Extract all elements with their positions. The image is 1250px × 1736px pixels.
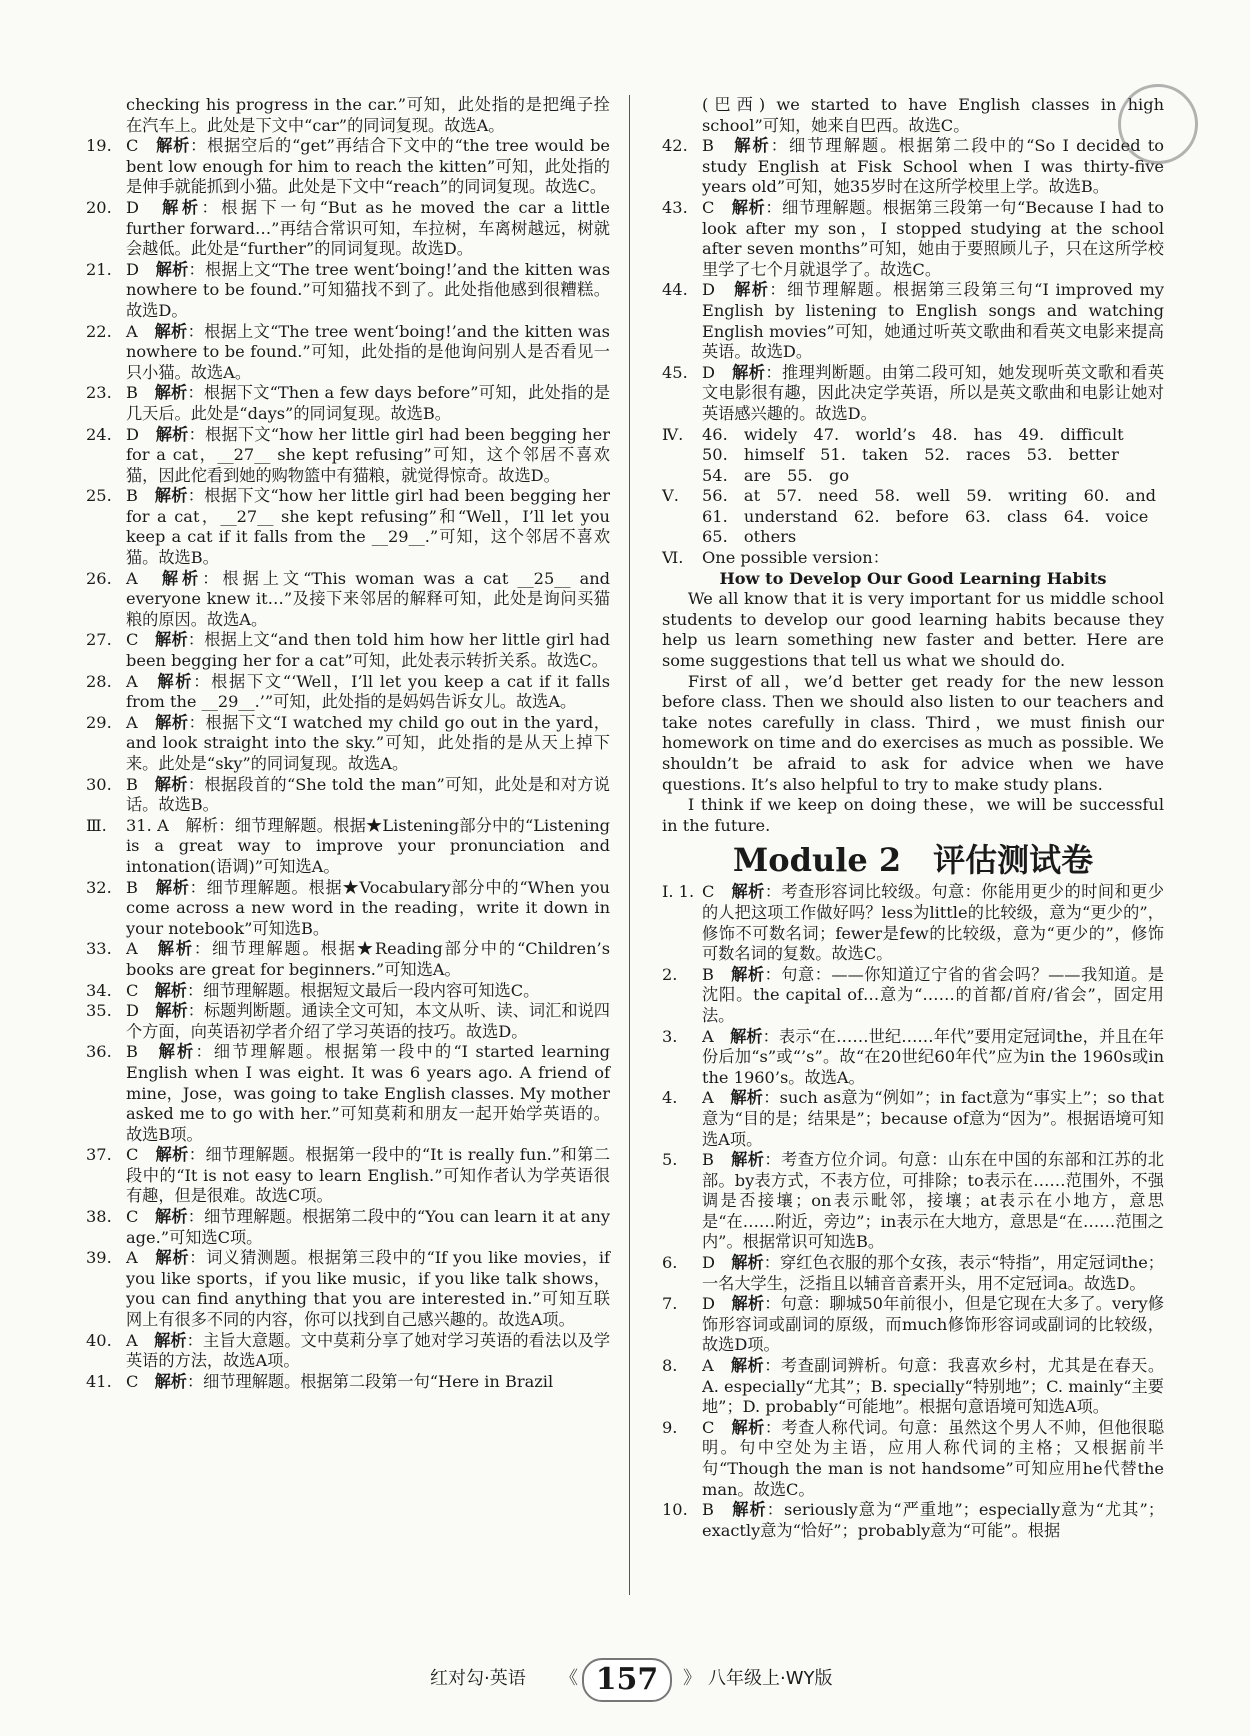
- answer-letter: A: [126, 939, 138, 959]
- page-number: 157: [582, 1658, 672, 1702]
- question-number: 8.: [662, 1356, 678, 1376]
- analysis-label: 解析: [734, 280, 770, 300]
- answer-body: [126, 630, 610, 671]
- essay-paragraph: I think if we keep on doing these，we will be successful in the future.: [662, 795, 1164, 835]
- question-number: 28.: [86, 671, 112, 691]
- continued-text: checking his progress in the car.”可知，此处指的是把绳子拴在汽车上。此处是下文中“car”的同词复现。故选A。: [126, 95, 610, 135]
- analysis-label: 解析: [731, 1253, 764, 1273]
- answer-letter: A: [126, 1330, 138, 1350]
- answer-text: 31. A 解析：细节理解题。根据★Listening部分中的“Listening is a great way to improve your pronunciation and intonation(语调)”可知选A。: [126, 815, 610, 876]
- section-iv-number: Ⅳ.: [662, 424, 684, 444]
- answer-item: [86, 775, 610, 816]
- analysis-text: ：such as意为“例如”；in fact意为“事实上”；so that意为“目的是；结果是”；because of意为“因为”。根据语境可知选A项。: [702, 1088, 1165, 1149]
- analysis-label: 解析: [155, 424, 189, 444]
- question-number: 4.: [662, 1088, 678, 1108]
- answer-body: [126, 1248, 610, 1330]
- answer-body: [702, 1253, 1164, 1294]
- question-number: 10.: [662, 1500, 688, 1520]
- analysis-text: ：细节理解题。根据第二段第一句“Here in Brazil: [186, 1371, 554, 1391]
- question-number: 6.: [662, 1253, 678, 1273]
- answer-letter: D: [126, 259, 139, 279]
- question-number: 40.: [86, 1330, 112, 1350]
- answer-body: [702, 1418, 1164, 1500]
- analysis-text: ：根据下文“Then a few days before”可知，此处指的是几天后。此处是“days”的同词复现。故选B。: [126, 383, 611, 423]
- answer-letter: B: [126, 774, 138, 794]
- answer-item: [86, 1001, 610, 1042]
- analysis-label: 解析: [731, 1294, 765, 1314]
- answer-item: [86, 1248, 610, 1330]
- answer-line: 50. himself 51. taken 52. races 53. better: [702, 445, 1119, 465]
- analysis-text: ：根据下文“how her little girl had been begging her for a cat，__27__ she kept refusing”和“Well，I’ll let you keep a cat if it falls from the __29__.”可知，这个邻居不喜欢猫。故选B。: [126, 486, 611, 568]
- answer-letter: B: [126, 486, 138, 506]
- answer-item: [86, 1372, 610, 1393]
- answer-letter: C: [702, 1417, 715, 1437]
- answer-item: [662, 1356, 1164, 1418]
- answer-item: [662, 1088, 1164, 1150]
- analysis-text: ：标题判断题。通读全文可知，本文从听、读、词汇和说四个方面，向英语初学者介绍了学习英语的技巧。故选D。: [126, 1001, 610, 1041]
- answer-line: 65. others: [702, 527, 797, 547]
- answer-body: [702, 1294, 1164, 1356]
- analysis-label: 解析: [154, 1330, 187, 1350]
- answer-body: [126, 1331, 610, 1372]
- module-title: Module 2 评估测试卷: [732, 841, 1094, 880]
- answer-letter: B: [126, 383, 138, 403]
- question-number: 25.: [86, 486, 112, 506]
- footer-right-arrow: 》: [683, 1668, 701, 1689]
- question-number: 23.: [86, 383, 112, 403]
- analysis-text: ：根据下文“I watched my child go out in the yard，and look straight into the sky.”可知，此处指的是从天上掉下来。此处是“sky”的同词复现。故选A。: [126, 712, 610, 773]
- question-number: 32.: [86, 877, 112, 897]
- answer-item: [86, 425, 610, 487]
- section-iv-answers: [702, 425, 1164, 487]
- answer-letter: C: [126, 630, 139, 650]
- question-number: 27.: [86, 630, 112, 650]
- analysis-text: ：根据下一句“But as he moved the car a little further forward…”再结合常识可知，车拉树，车离树越远，树就会越低。此处是“further”的同词复现。故选D。: [126, 197, 610, 259]
- analysis-text: ：细节理解题。根据第三段第三句“I improved my English by listening to English songs and watching English movies”可知，她通过听英文歌曲和看英文电影来提高英语。故选D。: [702, 280, 1165, 362]
- answer-item: [662, 1150, 1164, 1253]
- answer-letter: D: [126, 1001, 139, 1021]
- analysis-label: 解析: [154, 486, 188, 506]
- analysis-label: 解析: [731, 882, 765, 902]
- analysis-text: ：考查形容词比较级。句意：你能用更少的时间和更少的人把这项工作做好吗？less为little的比较级，意为“更少的”，修饰不可数名词；fewer是few的比较级，意为“更少的”，修饰可数名词的复数。故选C。: [702, 882, 1165, 964]
- analysis-label: 解析: [155, 1145, 189, 1165]
- answer-letter: B: [702, 1150, 714, 1170]
- answer-item: [662, 136, 1164, 198]
- analysis-text: ：考查人称代词。句意：虽然这个男人不帅，但他很聪明。句中空处为主语，应用人称代词的主格；又根据前半句“Though the man is not handsome”可知应用he代替the man。故选C。: [702, 1417, 1165, 1499]
- analysis-text: ：根据上文“The tree went‘boing!’and the kitten was nowhere to be found.”可知，此处指的是他询问别人是否看见一只小猫。故选A。: [126, 321, 610, 382]
- analysis-label: 解析: [732, 1500, 767, 1520]
- analysis-text: ：考查副词辨析。句意：我喜欢乡村，尤其是在春天。A. especially“尤其”；B. specially“特别地”；C. mainly“主要地”；D. probably“可能地”。根据句意语境可知选A项。: [702, 1356, 1165, 1417]
- answer-letter: A: [702, 1026, 714, 1046]
- answer-body: [126, 1145, 610, 1207]
- answer-letter: C: [702, 197, 715, 217]
- answer-item: [662, 965, 1164, 1027]
- essay-paragraph: We all know that it is very important for us middle school students to develop our good learning habits because they help us learn something new faster and better. Here are some suggestions that tell us what we should do.: [662, 589, 1164, 671]
- question-number: 34.: [86, 980, 112, 1000]
- answer-body: [126, 672, 610, 713]
- answer-letter: D: [702, 1253, 715, 1273]
- analysis-text: ：细节理解题。根据短文最后一段内容可知选C。: [186, 980, 540, 1000]
- answer-body: [702, 280, 1164, 362]
- analysis-text: ：根据上文“and then told him how her little girl had been begging her for a cat”可知，此处表示转折关系。故选C。: [126, 630, 611, 671]
- answer-letter: A: [126, 321, 138, 341]
- module-2-answers: [662, 882, 1164, 1541]
- question-number: 5.: [662, 1150, 678, 1170]
- answer-letter: B: [702, 964, 714, 984]
- analysis-text: ：根据段首的“She told the man”可知，此处是和对方说话。故选B。: [126, 774, 610, 815]
- answer-line: 54. are 55. go: [702, 465, 850, 485]
- answer-body: [126, 1372, 610, 1393]
- question-number: 26.: [86, 568, 112, 588]
- analysis-text: ：细节理解题。根据★Reading部分中的“Children’s books are great for beginners.”可知选A。: [126, 939, 610, 979]
- answer-item: [662, 1027, 1164, 1089]
- answer-item: [86, 260, 610, 322]
- question-number: 43.: [662, 197, 688, 217]
- analysis-text: ：推理判断题。由第二段可知，她发现听英文歌和看英文电影很有趣，因此决定学英语，所以是英文歌曲和电影让她对英语感兴趣的。故选D。: [702, 362, 1165, 423]
- answer-letter: A: [702, 1356, 714, 1376]
- section-v: [662, 486, 1164, 548]
- answer-letter: C: [126, 1371, 139, 1391]
- question-number: 44.: [662, 280, 688, 300]
- question-number: 30.: [86, 774, 112, 794]
- question-number: 42.: [662, 136, 688, 156]
- section-vi-intro: One possible version：: [702, 548, 889, 568]
- analysis-text: ：主旨大意题。文中莫莉分享了她对学习英语的看法以及学英语的方法，故选A项。: [126, 1330, 611, 1371]
- answer-letter: A: [126, 671, 138, 691]
- section-iv: [662, 425, 1164, 487]
- analysis-text: ：根据下文“how her little girl had been begging her for a cat，__27__ she kept refusing”可知，这个邻居不喜欢猫，因此佗看到她的购物篮中有猫粮，就觉得惊奇。故选D。: [126, 424, 610, 485]
- analysis-label: 解析: [154, 774, 188, 794]
- answer-item: [662, 1500, 1164, 1541]
- question-number: 22.: [86, 321, 112, 341]
- answer-letter: D: [702, 362, 715, 382]
- answer-item: [86, 1145, 610, 1207]
- analysis-text: ：细节理解题。根据第二段中的“You can learn it at any age.”可知选C项。: [126, 1207, 611, 1247]
- analysis-text: ：考查方位介词。句意：山东在中国的东部和江苏的北部。by表方式，不表方位，可排除；to表示在……范围外，不强调是否接壤；on表示毗邻，接壤；at表示在小地方，意思是“在……附近，旁边”；in表示在大地方，意思是“在……范围之内”。根据常识可知选B。: [702, 1150, 1165, 1252]
- answer-body: [126, 260, 610, 322]
- analysis-label: 解析: [731, 1150, 765, 1170]
- answer-item: [86, 816, 610, 878]
- analysis-label: 解析: [156, 136, 191, 156]
- analysis-label: 解析: [155, 1001, 188, 1021]
- analysis-label: 解析: [157, 939, 194, 959]
- answer-item: [86, 672, 610, 713]
- analysis-text: ：根据上文“This woman was a cat __25__ and everyone knew it…”及接下来邻居的解释可知，此处是询问买猫粮的原因。故选A。: [126, 568, 611, 629]
- reading-answers: [662, 95, 1164, 425]
- answer-letter: B: [702, 136, 714, 156]
- answer-letter: C: [126, 1145, 139, 1165]
- analysis-text: ：根据空后的“get”再结合下文中的“the tree would be bent low enough for him to reach the kitten”可知，此处指的是伸手就能抓到小猫。此处是下文中“reach”的同词复现。故选C。: [126, 136, 611, 197]
- analysis-label: 解析: [162, 197, 202, 217]
- answer-line: 46. widely 47. world’s 48. has 49. difficult: [702, 424, 1124, 444]
- answer-item: [662, 1294, 1164, 1356]
- analysis-text: ：词义猜测题。根据第三段中的“If you like movies，if you like sports，if you like music，if you like talk shows，you can find anything that you are interested in.”可知互联网上有很多不同的内容，你可以找到自己感兴趣的。故选A项。: [126, 1248, 611, 1330]
- question-number: 19.: [86, 136, 112, 156]
- analysis-text: ：穿红色衣服的那个女孩，表示“特指”，用定冠词the；一名大学生，泛指且以辅音音素开头，用不定冠词a。故选D。: [702, 1253, 1164, 1293]
- analysis-text: ：细节理解题。根据第三段第一句“Because I had to look after my son，I stopped studying at the school after seven months”可知，她由于要照顾儿子，只在这所学校里学了七个月就退学了。故选C。: [702, 197, 1165, 279]
- analysis-label: 解析: [154, 1207, 188, 1227]
- analysis-label: 解析: [158, 1042, 196, 1062]
- answer-letter: D: [702, 1294, 715, 1314]
- answer-body: [702, 363, 1164, 425]
- answer-letter: C: [126, 980, 139, 1000]
- answer-line: 56. at 57. need 58. well 59. writing 60. and: [702, 486, 1156, 506]
- answer-item: [86, 1331, 610, 1372]
- analysis-label: 解析: [155, 630, 188, 650]
- question-number: 35.: [86, 1001, 112, 1021]
- answer-item: [662, 1253, 1164, 1294]
- analysis-label: 解析: [155, 1248, 190, 1268]
- analysis-label: 解析: [734, 136, 771, 156]
- answer-letter: D: [702, 280, 715, 300]
- answer-line: 61. understand 62. before 63. class 64. voice: [702, 506, 1149, 526]
- analysis-text: ：根据上文“The tree went‘boing!’and the kitten was nowhere to be found.”可知猫找不到了。此处指他感到很糟糕。故选D。: [126, 259, 611, 320]
- analysis-label: 解析: [730, 1088, 764, 1108]
- answer-body: [126, 775, 610, 816]
- analysis-text: ：细节理解题。根据第一段中的“It is really fun.”和第二段中的“It is not easy to learn English.”可知作者认为学英语很有趣，但是很难。故选C项。: [126, 1145, 611, 1206]
- analysis-label: 解析: [154, 383, 188, 403]
- answer-body: [702, 1500, 1164, 1541]
- analysis-text: ：细节理解题。根据★Vocabulary部分中的“When you come across a new word in the reading，write it down in your notebook”可知选B。: [126, 877, 610, 938]
- analysis-label: 解析: [155, 259, 189, 279]
- footer-book-title: 红对勾·英语: [430, 1668, 526, 1689]
- answer-body: [126, 878, 610, 940]
- answer-letter: D: [126, 197, 139, 217]
- answer-body: [126, 322, 610, 384]
- answer-letter: A: [126, 1248, 138, 1268]
- answer-letter: B: [126, 877, 138, 897]
- question-number: Ⅰ. 1.: [662, 882, 695, 902]
- analysis-text: ：seriously意为“严重地”；especially意为“尤其”；exactly意为“恰好”；probably意为“可能”。根据: [702, 1500, 1165, 1540]
- answer-body: [126, 1001, 610, 1042]
- answer-item: [86, 383, 610, 424]
- answer-item: [86, 1207, 610, 1248]
- right-column: [662, 95, 1164, 1541]
- section-vi-number: Ⅵ.: [662, 548, 684, 568]
- answer-letter: D: [126, 424, 139, 444]
- essay-paragraph: First of all，we’d better get ready for the new lesson before class. Then we should also listen to our teachers and take notes carefully in class. Third，we must finish our homework on time and do exercises as much as possible. We shouldn’t be afraid to ask for advice when we have questions. It’s also helpful to try to make study plans.: [662, 671, 1164, 794]
- answer-item: [86, 1042, 610, 1145]
- answer-body: [702, 882, 1164, 964]
- question-number: 36.: [86, 1042, 112, 1062]
- answer-body: [126, 486, 610, 568]
- analysis-label: 解析: [155, 877, 190, 897]
- answer-body: [702, 1027, 1164, 1089]
- answer-body: [126, 383, 610, 424]
- answer-item: [86, 322, 610, 384]
- answer-body: [702, 1356, 1164, 1418]
- question-number: 9.: [662, 1417, 678, 1437]
- section-v-number: Ⅴ.: [662, 486, 679, 506]
- answer-letter: A: [126, 568, 138, 588]
- analysis-text: ：表示“在……世纪……年代”要用定冠词the，并且在年份后加“s”或“’s”。故“在20世纪60年代”应为in the 1960s或in the 1960’s。故选A。: [702, 1026, 1165, 1087]
- analysis-text: ：句意：聊城50年前很小，但是它现在大多了。very修饰形容词或副词的原级，而much修饰形容词或副词的比较级，故选D项。: [702, 1294, 1165, 1355]
- question-number: 33.: [86, 939, 112, 959]
- answer-body: [126, 981, 610, 1002]
- analysis-label: 解析: [157, 671, 194, 691]
- question-number: 3.: [662, 1026, 678, 1046]
- footer-grade-edition: 八年级上·WY版: [708, 1668, 833, 1689]
- left-column: [86, 95, 610, 1392]
- analysis-label: 解析: [155, 712, 189, 732]
- stamp-seal: [1118, 84, 1198, 164]
- analysis-text: ：细节理解题。根据第二段中的“So I decided to study English at Fisk School when I was thirty-five years old”可知，她35岁时在这所学校里上学。故选B。: [702, 136, 1165, 197]
- answer-body: [126, 1207, 610, 1248]
- question-number: 45.: [662, 362, 688, 382]
- page-footer: [0, 1658, 1250, 1702]
- answer-item: [662, 280, 1164, 362]
- answer-body: [702, 965, 1164, 1027]
- answer-item: [86, 486, 610, 568]
- answer-body: [702, 136, 1164, 198]
- answer-letter: A: [126, 712, 138, 732]
- analysis-label: 解析: [154, 1371, 187, 1391]
- column-divider: [629, 95, 630, 1595]
- section-v-answers: [702, 486, 1164, 548]
- answer-item: [86, 981, 610, 1002]
- answer-letter: C: [702, 882, 715, 902]
- answer-body: [702, 1150, 1164, 1253]
- answer-body: [126, 136, 610, 198]
- section-vi: [662, 548, 1164, 569]
- question-number: 2.: [662, 964, 678, 984]
- answer-body: [126, 425, 610, 487]
- answer-item: [86, 569, 610, 631]
- analysis-label: 解析: [732, 362, 766, 382]
- analysis-label: 解析: [161, 568, 203, 588]
- question-number: 39.: [86, 1248, 112, 1268]
- analysis-text: ：细节理解题。根据第一段中的“I started learning English when I was eight. It was 6 years ago. A friend of mine，Jose，was going to take English classes. My mother asked me to go with her.”可知莫莉和朋友一起开始学英语的。故选B项。: [126, 1042, 611, 1144]
- answer-item: [86, 136, 610, 198]
- answer-body: [126, 198, 610, 260]
- answer-body: [702, 198, 1164, 280]
- answer-letter: B: [126, 1042, 138, 1062]
- analysis-label: 解析: [731, 964, 765, 984]
- answer-letter: C: [126, 1207, 139, 1227]
- continued-text: (巴西) we started to have English classes in high school”可知，她来自巴西。故选C。: [702, 95, 1164, 135]
- answer-body: [126, 713, 610, 775]
- analysis-label: 解析: [154, 321, 188, 341]
- analysis-label: 解析: [154, 980, 187, 1000]
- answer-letter: A: [702, 1088, 714, 1108]
- analysis-label: 解析: [730, 1026, 763, 1046]
- analysis-label: 解析: [731, 1417, 765, 1437]
- analysis-text: ：根据下文“‘Well，I’ll let you keep a cat if it falls from the __29__.’”可知，此处指的是妈妈告诉女儿。故选A。: [126, 671, 610, 712]
- answer-item: [86, 713, 610, 775]
- question-number: 37.: [86, 1145, 112, 1165]
- question-number: 21.: [86, 259, 112, 279]
- answer-letter: B: [702, 1500, 714, 1520]
- question-number: 20.: [86, 197, 112, 217]
- answer-item: [662, 363, 1164, 425]
- essay-title: How to Develop Our Good Learning Habits: [719, 568, 1107, 588]
- answer-body: [126, 1042, 610, 1145]
- analysis-label: 解析: [731, 197, 766, 217]
- question-number: 41.: [86, 1371, 112, 1391]
- answer-item: [662, 198, 1164, 280]
- answer-item: [86, 939, 610, 980]
- question-number: 38.: [86, 1207, 112, 1227]
- answer-body: [126, 939, 610, 980]
- analysis-label: 解析: [730, 1356, 765, 1376]
- question-number: 29.: [86, 712, 112, 732]
- question-number: 24.: [86, 424, 112, 444]
- footer-left-arrow: 《: [560, 1668, 578, 1689]
- analysis-text: ：句意：——你知道辽宁省的省会吗？——我知道。是沈阳。the capital of…意为“……的首都/首府/省会”，固定用法。: [702, 964, 1165, 1025]
- answer-item: [86, 878, 610, 940]
- answer-body: [702, 1088, 1164, 1150]
- answer-body: [126, 569, 610, 631]
- section-number: Ⅲ.: [86, 815, 107, 835]
- answer-item: [86, 630, 610, 671]
- answer-item: [662, 882, 1164, 964]
- question-number: 7.: [662, 1294, 678, 1314]
- answer-letter: C: [126, 136, 139, 156]
- answer-item: [86, 198, 610, 260]
- answer-item: [662, 1418, 1164, 1500]
